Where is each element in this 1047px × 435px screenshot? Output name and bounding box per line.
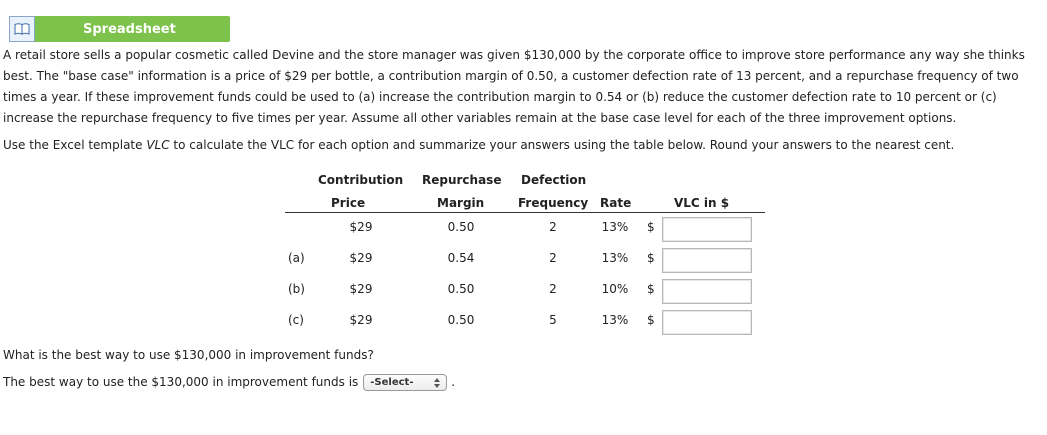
header-contribution: Contribution bbox=[318, 173, 404, 187]
row-label: (a) bbox=[288, 251, 305, 265]
instructions-post: to calculate the VLC for each option and summarize your answers using the table below. Round your answers to the nearest cent. bbox=[169, 138, 955, 152]
margin-cell: 0.54 bbox=[447, 251, 475, 265]
price-cell: $29 bbox=[349, 313, 373, 327]
row-label: (b) bbox=[288, 282, 305, 296]
price-cell: $29 bbox=[349, 251, 373, 265]
price-cell: $29 bbox=[349, 220, 373, 234]
vlc-input-a[interactable] bbox=[662, 248, 752, 273]
rate-cell: 13% bbox=[601, 251, 629, 265]
header-frequency: Frequency bbox=[518, 196, 589, 210]
header-rate: Rate bbox=[600, 196, 632, 210]
frequency-cell: 2 bbox=[549, 251, 557, 265]
dollar-sign: $ bbox=[647, 313, 655, 327]
frequency-cell: 2 bbox=[549, 282, 557, 296]
margin-cell: 0.50 bbox=[447, 313, 475, 327]
instructions-text bbox=[3, 135, 1043, 156]
instructions-template-name: VLC bbox=[146, 138, 170, 152]
header-divider bbox=[285, 212, 765, 213]
frequency-cell: 5 bbox=[549, 313, 557, 327]
dollar-sign: $ bbox=[647, 220, 655, 234]
price-cell: $29 bbox=[349, 282, 373, 296]
rate-cell: 13% bbox=[601, 220, 629, 234]
frequency-cell: 2 bbox=[549, 220, 557, 234]
header-margin: Margin bbox=[437, 196, 485, 210]
vlc-input-base[interactable] bbox=[662, 217, 752, 242]
question-text: What is the best way to use $130,000 in improvement funds? bbox=[3, 348, 374, 362]
answer-prefix: The best way to use the $130,000 in improvement funds is bbox=[3, 375, 359, 389]
vlc-input-c[interactable] bbox=[662, 310, 752, 335]
spreadsheet-header[interactable] bbox=[9, 16, 230, 42]
margin-cell: 0.50 bbox=[447, 282, 475, 296]
header-defection: Defection bbox=[521, 173, 587, 187]
vlc-input-b[interactable] bbox=[662, 279, 752, 304]
spreadsheet-link[interactable]: Spreadsheet bbox=[35, 16, 230, 42]
rate-cell: 13% bbox=[601, 313, 629, 327]
header-vlc: VLC in $ bbox=[674, 196, 730, 210]
answer-line bbox=[3, 372, 1043, 393]
header-repurchase: Repurchase bbox=[422, 173, 502, 187]
answer-suffix: . bbox=[451, 375, 456, 389]
instructions-pre: Use the Excel template bbox=[3, 138, 147, 152]
margin-cell: 0.50 bbox=[447, 220, 475, 234]
updown-arrows-icon bbox=[434, 378, 440, 388]
dollar-sign: $ bbox=[647, 251, 655, 265]
rate-cell: 10% bbox=[601, 282, 629, 296]
dollar-sign: $ bbox=[647, 282, 655, 296]
row-label: (c) bbox=[288, 313, 304, 327]
select-value: -Select- bbox=[370, 377, 414, 388]
best-option-select[interactable] bbox=[363, 374, 447, 391]
book-icon[interactable] bbox=[9, 16, 35, 42]
problem-text: A retail store sells a popular cosmetic called Devine and the store manager was given $130,000 by the corporate office to improve store performance any way she thinks best. The "base case" information is a price of $29 per bottle, a contribution margin of 0.50, a customer defection rate of 13 percent, and a repurchase frequency of two times a year. If these improvement funds could be used to (a) increase the contribution margin to 0.54 or (b) reduce the customer defection rate to 10 percent or (c) increase the repurchase frequency to five times per year. Assume all other variables remain at the base case level for each of the three improvement options. bbox=[3, 48, 1025, 125]
header-price: Price bbox=[331, 196, 366, 210]
